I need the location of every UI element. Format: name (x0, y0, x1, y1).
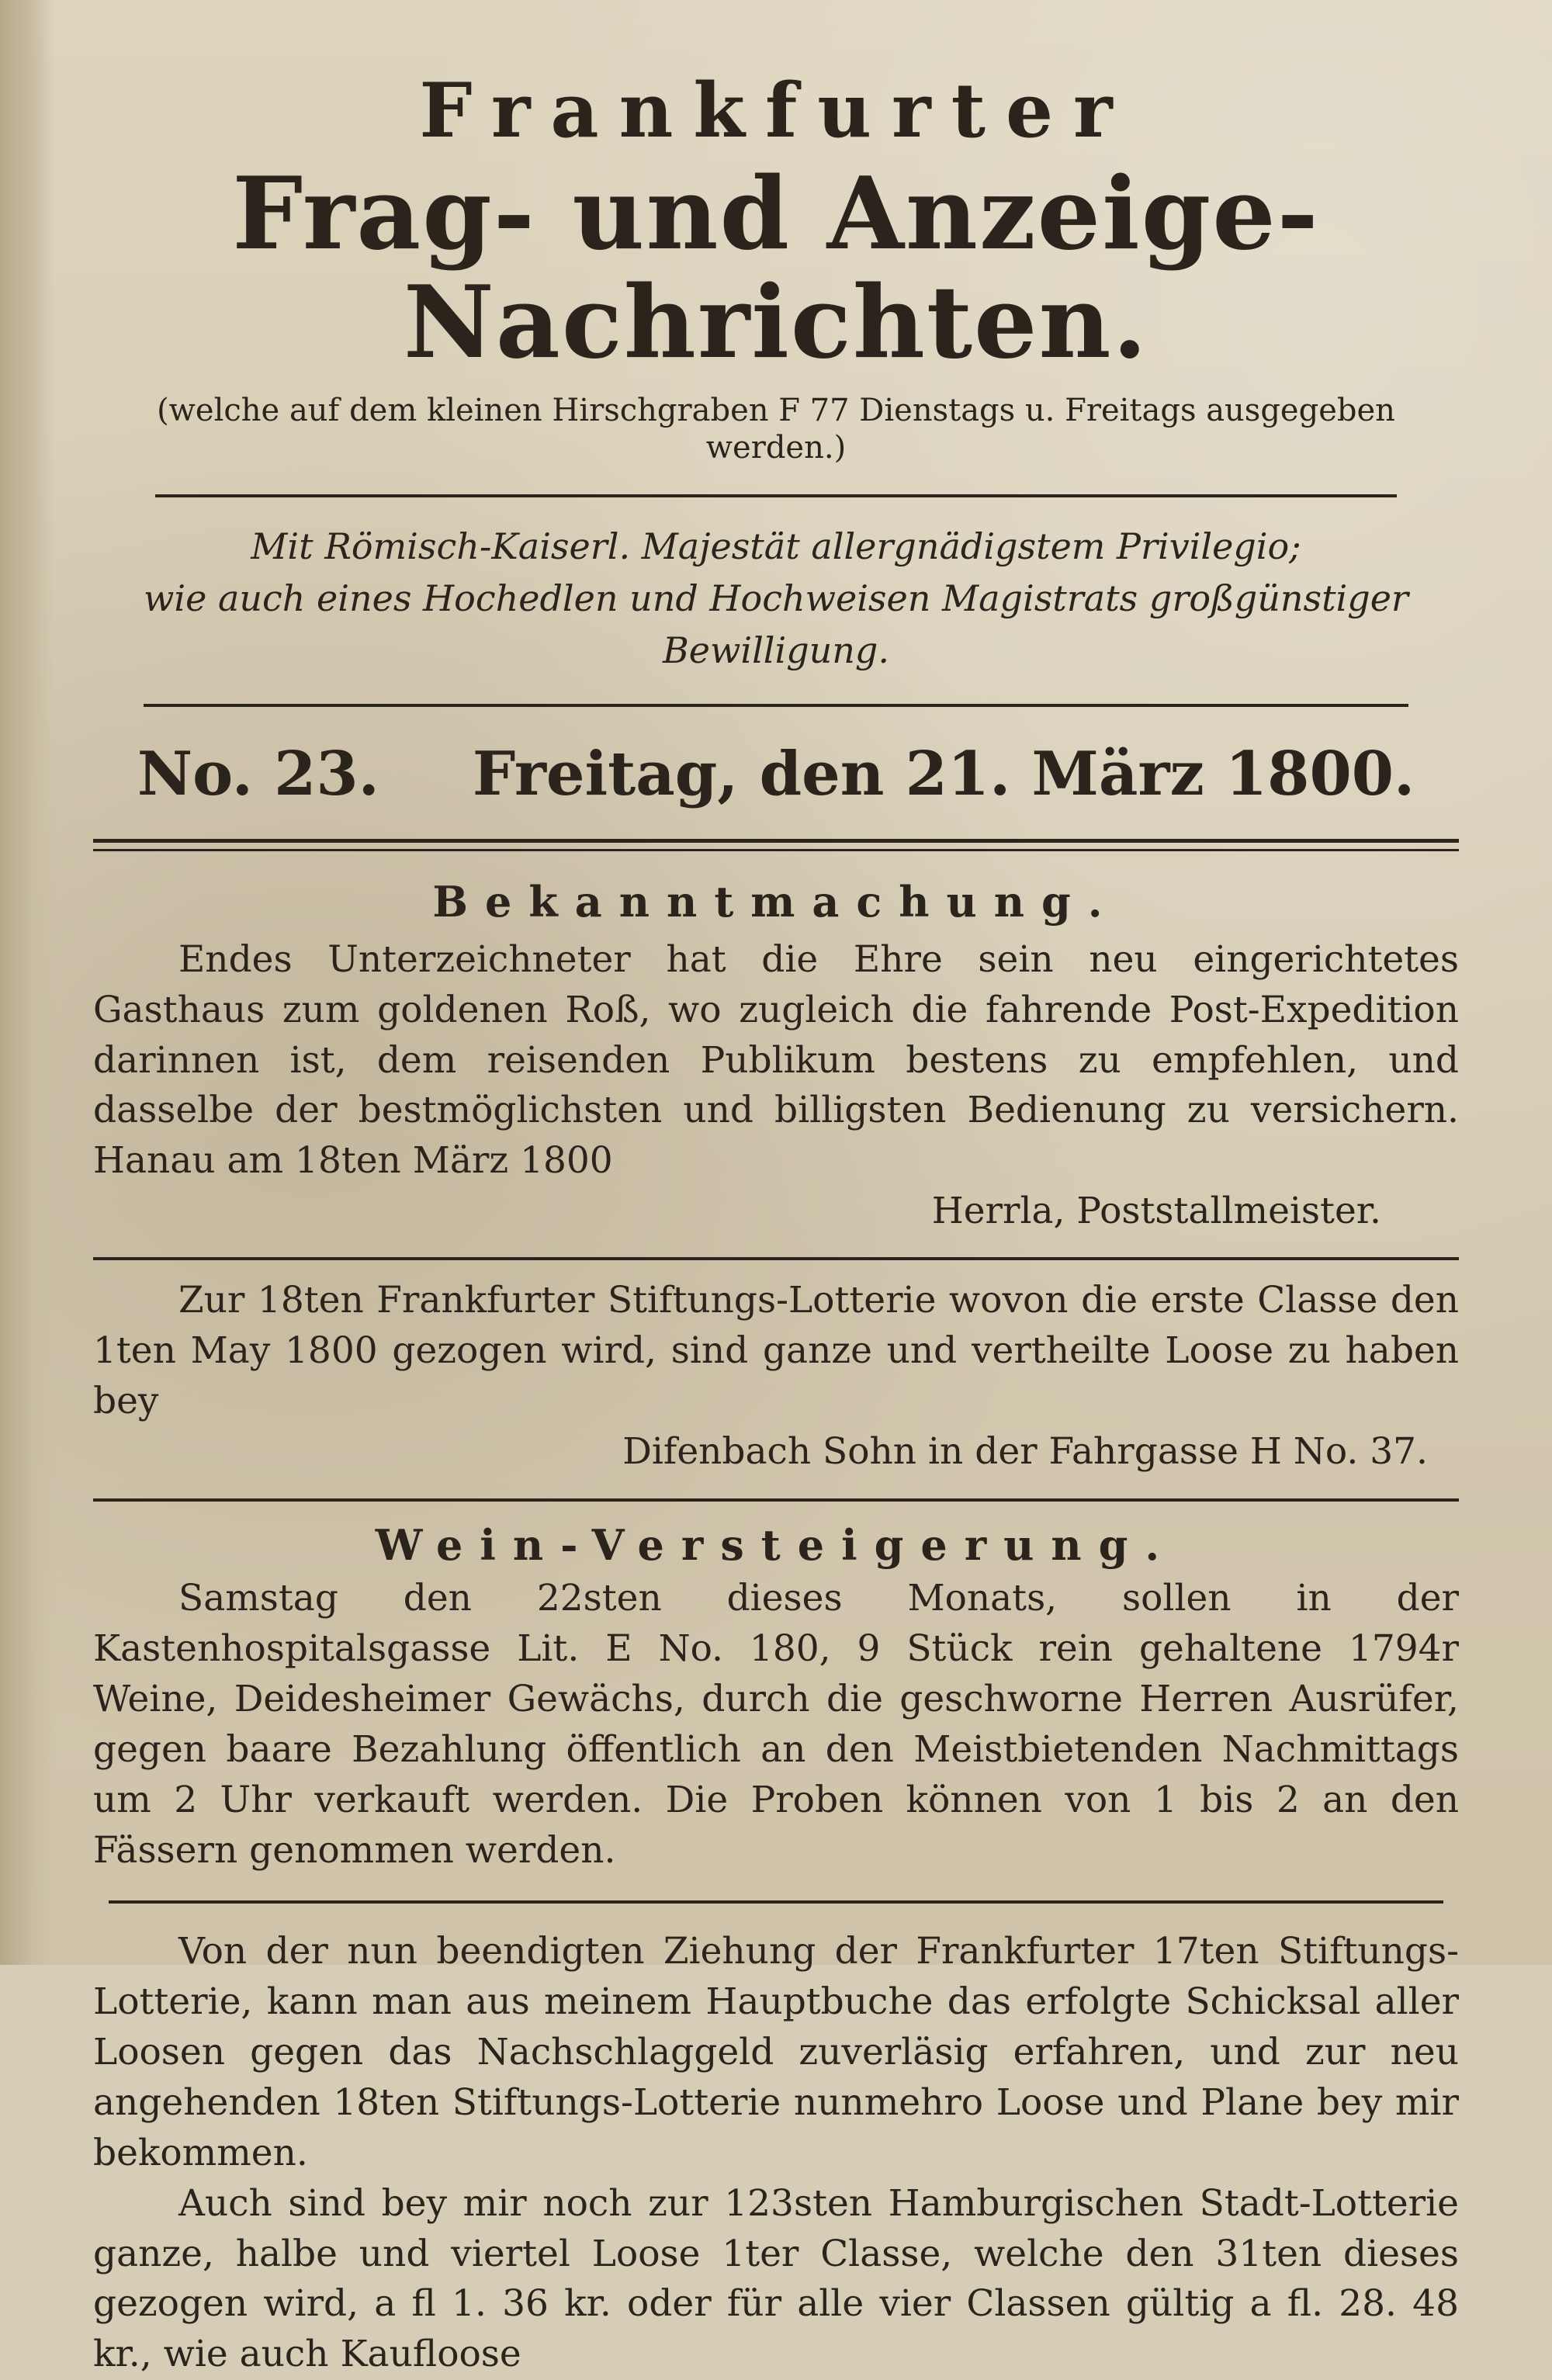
divider (109, 1900, 1443, 1904)
privilege-line1: Mit Römisch-Kaiserl. Majestät allergnädigstem Privilegio; (251, 525, 1301, 568)
notice-heading: Wein-Versteigerung. (375, 1520, 1177, 1571)
notice-lottery (93, 1276, 1459, 1477)
notice-heading: Bekanntmachung. (432, 877, 1120, 927)
notice-text: Samstag den 22sten dieses Monats, sollen in der Kastenhospitalsgasse Lit. E No. 180, 9 Stück rein gehaltene 1794r Weine, Deidesheimer Gewächs, durch die geschworne Herren Ausrüfer, gegen baare Bezahlung öffentlich an den Meistbietenden Nachmittags um 2 Uhr verkauft werden. Die Proben können von 1 bis 2 an den Fässern genommen werden. (93, 1577, 1459, 1872)
divider (155, 494, 1397, 497)
notice-paragraph: Von der nun beendigten Ziehung der Frankfurter 17ten Stiftungs-Lotterie, kann man aus meinem Hauptbuche das erfolgte Schicksal aller Loosen gegen das Nachschlaggeld zuverläsig erfahren, und zur neu angehenden 18ten Stiftungs-Lotterie nunmehro Loose und Plane bey mir bekommen. (93, 1930, 1459, 2174)
notice-paragraph: Auch sind bey mir noch zur 123sten Hamburgischen Stadt-Lotterie ganze, halbe und viertel Loose 1ter Classe, welche den 31ten dieses gezogen wird, a fl 1. 36 kr. oder für alle vier Classen gültig a fl. 28. 48 kr., wie auch Kaufloose (93, 2181, 1459, 2376)
divider (93, 1257, 1459, 1260)
masthead-title-line1: Frankfurter (419, 67, 1133, 154)
masthead-subline: (welche auf dem kleinen Hirschgraben F 77 Dienstags u. Freitags ausgegeben werden.) (157, 393, 1395, 466)
divider (144, 704, 1408, 707)
dateline (93, 741, 1459, 808)
page-gutter (0, 0, 54, 1965)
page-content (93, 67, 1459, 2380)
divider (93, 1498, 1459, 1502)
privilege-line2: wie auch eines Hochedlen und Hochweisen Magistrats großgünstiger Bewilligung. (144, 577, 1408, 671)
double-divider (93, 839, 1459, 843)
notice-text: Zur 18ten Frankfurter Stiftungs-Lotterie wovon die erste Classe den 1ten May 1800 gezogen wird, sind ganze und vertheilte Loose zu haben bey (93, 1279, 1459, 1422)
notice-lottery-office (93, 1927, 1459, 2380)
issue-date: Freitag, den 21. März 1800. (472, 739, 1415, 810)
notice-signature: Difenbach Sohn in der Fahrgasse H No. 37. (622, 1429, 1428, 1473)
notice-wine-auction (93, 1520, 1459, 1876)
issue-number: No. 23. (137, 739, 379, 810)
notice-announcement (93, 877, 1459, 1237)
notice-signature: Herrla, Poststallmeister. (931, 1190, 1381, 1233)
masthead-title-line2: Frag- und Anzeige-Nachrichten. (232, 155, 1320, 382)
notice-text: Endes Unterzeichneter hat die Ehre sein neu eingerichtetes Gasthaus zum goldenen Roß, wo zugleich die fahrende Post-Expedition darinnen ist, dem reisenden Publikum bestens zu empfehlen, und dasselbe der bestmöglichsten und billigsten Bedienung zu versichern. Hanau am 18ten März 1800 (93, 937, 1459, 1183)
